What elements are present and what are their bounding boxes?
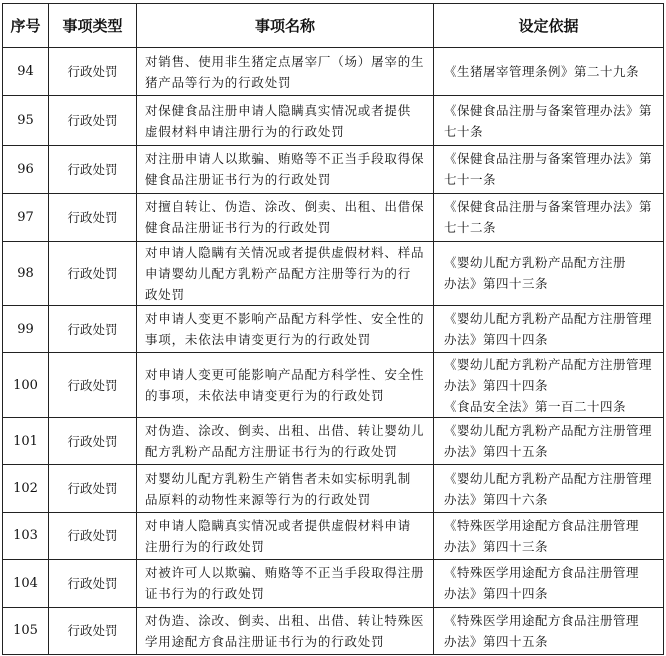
cell-name-line: 对伪造、涂改、倒卖、出租、出借、转让婴幼儿 [145,423,425,439]
cell-basis-line: 《婴幼儿配方乳粉产品配方注册管理 [444,311,653,327]
cell-name [137,194,434,241]
cell-basis [434,560,664,607]
cell-basis [434,512,664,559]
cell-name-line: 对申请人变更可能影响产品配方科学性、安全性 [145,367,425,383]
cell-num: 97 [3,194,49,241]
cell-name [137,512,434,559]
cell-type: 行政处罚 [49,560,137,607]
cell-basis-line: 办法》第四十四条 [444,332,549,348]
cell-name-line: 对伪造、涂改、倒卖、出租、出借、转让特殊医 [145,612,425,628]
cell-basis-line: 办法》第四十五条 [444,633,549,649]
cell-type: 行政处罚 [49,418,137,465]
cell-type: 行政处罚 [49,607,137,655]
cell-type: 行政处罚 [49,241,137,306]
header-basis: 设定依据 [434,4,664,48]
cell-basis-line: 《特殊医学用途配方食品注册管理 [444,612,640,628]
table-row [3,465,664,512]
table-row [3,512,664,559]
table-row [3,560,664,607]
cell-name-line: 对擅自转让、伪造、涂改、倒卖、出租、出借保 [145,199,425,215]
cell-basis [434,194,664,241]
cell-name [137,306,434,353]
cell-name-line: 注册行为的行政处罚 [145,538,265,554]
cell-name [137,465,434,512]
cell-basis-line: 《婴幼儿配方乳粉产品配方注册 [444,255,627,271]
cell-basis [434,48,664,96]
header-name: 事项名称 [137,4,434,48]
table-body [3,48,664,655]
cell-type: 行政处罚 [49,194,137,241]
cell-num: 102 [3,465,49,512]
cell-name-line: 申请婴幼儿配方乳粉产品配方注册等行为的行 [145,265,412,281]
cell-basis [434,145,664,193]
cell-name [137,560,434,607]
cell-basis-line: 办法》第四十四条 [444,377,549,393]
cell-basis [434,353,664,418]
table-row [3,48,664,96]
cell-name-line: 事项，未依法申请变更行为的行政处罚 [145,332,372,348]
cell-name [137,48,434,96]
cell-name [137,607,434,655]
cell-basis-line: 办法》第四十五条 [444,444,549,460]
header-num: 序号 [3,4,49,48]
cell-type: 行政处罚 [49,512,137,559]
cell-basis-line: 七十条 [444,123,484,139]
cell-name-line: 对申请人变更不影响产品配方科学性、安全性的 [145,311,425,327]
cell-basis-line: 办法》第四十三条 [444,538,549,554]
cell-basis [434,96,664,145]
cell-name [137,353,434,418]
cell-name-line: 证书行为的行政处罚 [145,586,265,602]
cell-basis-line: 七十二条 [444,220,497,236]
header-row [3,4,664,48]
cell-num: 94 [3,48,49,96]
cell-basis-line: 七十一条 [444,172,497,188]
cell-name-line: 对保健食品注册申请人隐瞒真实情况或者提供 [145,102,412,118]
cell-num: 95 [3,96,49,145]
cell-basis [434,465,664,512]
cell-name [137,145,434,193]
cell-basis [434,418,664,465]
table-row [3,353,664,418]
cell-num: 104 [3,560,49,607]
table-row [3,607,664,655]
cell-basis-line: 办法》第四十三条 [444,276,549,292]
cell-basis [434,306,664,353]
table-row [3,145,664,193]
cell-name-line: 健食品注册证书行为的行政处罚 [145,220,332,236]
cell-name-line: 健食品注册证书行为的行政处罚 [145,172,332,188]
cell-basis-line: 《婴幼儿配方乳粉产品配方注册管理 [444,423,653,439]
cell-num: 105 [3,607,49,655]
cell-type: 行政处罚 [49,48,137,96]
table-row [3,96,664,145]
cell-basis-line: 《特殊医学用途配方食品注册管理 [444,517,640,533]
cell-type: 行政处罚 [49,353,137,418]
cell-num: 101 [3,418,49,465]
cell-basis-line: 《生猪屠宰管理条例》第二十九条 [444,64,640,80]
cell-name-line: 对注册申请人以欺骗、贿赂等不正当手段取得保 [145,151,425,167]
cell-name-line: 虚假材料申请注册行为的行政处罚 [145,123,345,139]
cell-name-line: 政处罚 [145,286,185,302]
cell-name-line: 猪产品等行为的行政处罚 [145,74,292,90]
cell-basis-line: 办法》第四十六条 [444,491,549,507]
cell-basis-line: 《特殊医学用途配方食品注册管理 [444,565,640,581]
cell-name [137,418,434,465]
cell-num: 100 [3,353,49,418]
cell-num: 96 [3,145,49,193]
cell-num: 99 [3,306,49,353]
table-row [3,194,664,241]
cell-name-line: 的事项，未依法申请变更行为的行政处罚 [145,388,385,404]
cell-name-line: 品原料的动物性来源等行为的行政处罚 [145,491,372,507]
cell-basis-line: 《保健食品注册与备案管理办法》第 [444,151,653,167]
cell-name-line: 配方乳粉产品配方注册证书行为的行政处罚 [145,444,398,460]
cell-name [137,241,434,306]
cell-name [137,96,434,145]
cell-basis-line: 《保健食品注册与备案管理办法》第 [444,199,653,215]
cell-basis-line: 办法》第四十四条 [444,586,549,602]
cell-type: 行政处罚 [49,145,137,193]
cell-num: 98 [3,241,49,306]
table-row [3,241,664,306]
cell-basis-line: 《婴幼儿配方乳粉产品配方注册管理 [444,470,653,486]
cell-type: 行政处罚 [49,465,137,512]
cell-name-line: 对婴幼儿配方乳粉生产销售者未如实标明乳制 [145,470,412,486]
cell-basis [434,241,664,306]
table-row [3,306,664,353]
cell-num: 103 [3,512,49,559]
cell-basis-line: 《保健食品注册与备案管理办法》第 [444,102,653,118]
cell-name-line: 对申请人隐瞒有关情况或者提供虚假材料、样品 [145,244,425,260]
cell-name-line: 对申请人隐瞒真实情况或者提供虚假材料申请 [145,517,412,533]
cell-name-line: 对销售、使用非生猪定点屠宰厂（场）屠宰的生 [145,53,425,69]
cell-type: 行政处罚 [49,306,137,353]
cell-basis [434,607,664,655]
cell-basis-line: 《食品安全法》第一百二十四条 [444,398,627,414]
header-type: 事项类型 [49,4,137,48]
cell-type: 行政处罚 [49,96,137,145]
cell-name-line: 学用途配方食品注册证书行为的行政处罚 [145,633,385,649]
cell-name-line: 对被许可人以欺骗、贿赂等不正当手段取得注册 [145,565,425,581]
regulation-table [2,3,664,655]
table-row [3,418,664,465]
cell-basis-line: 《婴幼儿配方乳粉产品配方注册管理 [444,356,653,372]
